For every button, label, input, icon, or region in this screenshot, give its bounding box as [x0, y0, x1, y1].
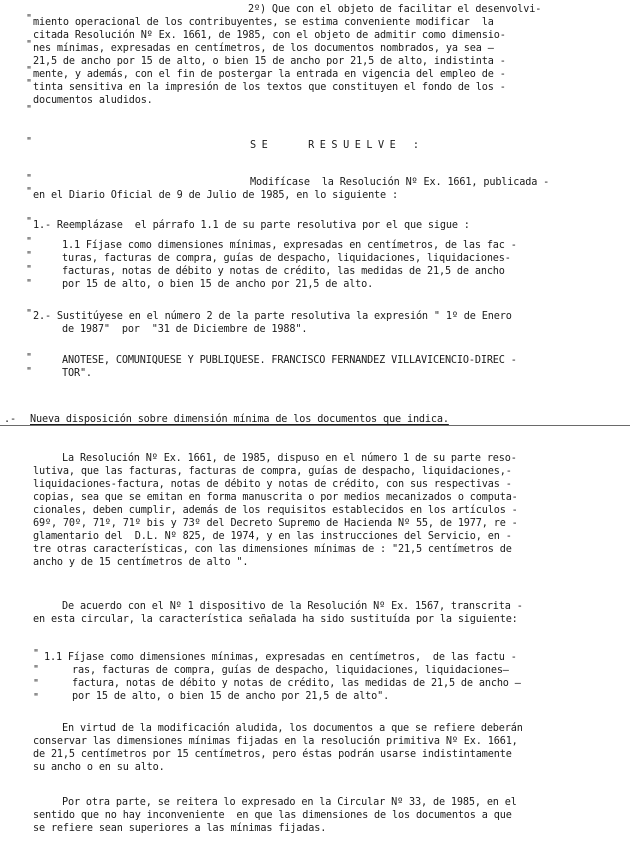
margin-quote: ": [33, 664, 40, 675]
margin-quote: ": [26, 186, 33, 197]
para-a-line-5: cionales, deben cumplir, además de los requisitos establecidos en los artículos -: [33, 505, 518, 516]
item1-heading: 1.- Reemplázase el párrafo 1.1 de su parte resolutiva por el que sigue :: [33, 220, 470, 231]
item2-line-2: de 1987" por "31 de Diciembre de 1988".: [62, 324, 308, 335]
intro-line-4: nes mínimas, expresadas en centímetros, de los documentos nombrados, ya sea —: [33, 43, 494, 54]
para-d-line-3: se refiere sean superiores a las mínimas fijadas.: [33, 823, 327, 834]
item1-body-line-3: facturas, notas de débito y notas de crédito, las medidas de 21,5 de ancho: [62, 266, 505, 277]
anotese-line-2: TOR".: [62, 368, 92, 379]
margin-quote: ": [33, 648, 40, 659]
se-resuelve-heading: SE RESUELVE :: [250, 140, 425, 151]
margin-quote: ": [26, 308, 33, 319]
intro-line-8: documentos aludidos.: [33, 95, 153, 106]
margin-quote: ": [26, 250, 33, 261]
para-d-line-1: Por otra parte, se reitera lo expresado en la Circular Nº 33, de 1985, en el: [62, 797, 517, 808]
margin-quote: ": [26, 65, 33, 76]
para-b-line-2: en esta circular, la característica señalada ha sido sustituída por la siguiente:: [33, 614, 518, 625]
para-c-line-4: su ancho o en su alto.: [33, 762, 165, 773]
margin-quote: ": [26, 173, 33, 184]
anotese-line-1: ANOTESE, COMUNIQUESE Y PUBLIQUESE. FRANCISCO FERNANDEZ VILLAVICENCIO-DIREC -: [62, 355, 517, 366]
para-c-line-1: En virtud de la modificación aludida, los documentos a que se refiere deberán: [62, 723, 523, 734]
para-d-line-2: sentido que no hay inconveniente en que las dimensiones de los documentos a que: [33, 810, 512, 821]
margin-quote: ": [26, 278, 33, 289]
modificase-line-1: Modifícase la Resolución Nº Ex. 1661, publicada -: [250, 177, 550, 188]
para-a-line-1: La Resolución Nº Ex. 1661, de 1985, dispuso en el número 1 de su parte reso-: [62, 453, 517, 464]
quote-block-line-2: ras, facturas de compra, guías de despacho, liquidaciones, liquidaciones—: [72, 665, 509, 676]
quote-block-line-4: por 15 de alto, o bien 15 de ancho por 21,5 de alto".: [72, 691, 390, 702]
intro-line-3: citada Resolución Nº Ex. 1661, de 1985, con el objeto de admitir como dimensio-: [33, 30, 506, 41]
para-a-line-9: ancho y de 15 centímetros de alto ".: [33, 557, 249, 568]
margin-quote: ": [33, 678, 40, 689]
item2-line-1: 2.- Sustitúyese en el número 2 de la parte resolutiva la expresión " 1º de Enero: [33, 311, 512, 322]
para-a-line-4: copias, sea que se emitan en forma manuscrita o por medios mecanizados o computa-: [33, 492, 518, 503]
margin-quote: ": [26, 264, 33, 275]
item1-body-line-2: turas, facturas de compra, guías de despacho, liquidaciones, liquidaciones-: [62, 253, 511, 264]
para-a-line-3: liquidaciones-factura, notas de débito y notas de crédito, con sus respectivas -: [33, 479, 512, 490]
section-bullet: .-: [4, 414, 16, 425]
para-b-line-1: De acuerdo con el Nº 1 dispositivo de la Resolución Nº Ex. 1567, transcrita -: [62, 601, 523, 612]
para-c-line-3: de 21,5 centímetros por 15 centímetros, pero éstas podrán usarse indistintamente: [33, 749, 512, 760]
margin-quote: ": [26, 136, 33, 147]
margin-quote: ": [33, 692, 40, 703]
margin-quote: ": [26, 39, 33, 50]
item1-body-line-1: 1.1 Fíjase como dimensiones mínimas, expresadas en centímetros, de las fac -: [62, 240, 517, 251]
margin-quote: ": [26, 352, 33, 363]
margin-quote: ": [26, 236, 33, 247]
item1-body-line-4: por 15 de alto, o bien 15 de ancho por 21,5 de alto.: [62, 279, 374, 290]
section-title: Nueva disposición sobre dimensión mínima de los documentos que indica.: [30, 414, 449, 425]
intro-line-7: tinta sensitiva en la impresión de los textos que constituyen el fondo de los -: [33, 82, 506, 93]
margin-quote: ": [26, 366, 33, 377]
para-c-line-2: conservar las dimensiones mínimas fijadas en la resolución primitiva Nº Ex. 1661,: [33, 736, 518, 747]
quote-block-line-1: 1.1 Fíjase como dimensiones mínimas, expresadas en centímetros, de las factu -: [44, 652, 517, 663]
para-a-line-6: 69º, 70º, 71º, 71º bis y 73º del Decreto Supremo de Hacienda Nº 55, de 1977, re -: [33, 518, 518, 529]
margin-quote: ": [26, 104, 33, 115]
modificase-line-2: en el Diario Oficial de 9 de Julio de 1985, en lo siguiente :: [33, 190, 398, 201]
para-a-line-7: glamentario del D.L. Nº 825, de 1974, y en las instrucciones del Servicio, en -: [33, 531, 512, 542]
intro-line-1: 2º) Que con el objeto de facilitar el desenvolvi-: [248, 4, 542, 15]
margin-quote: ": [26, 216, 33, 227]
intro-line-2: miento operacional de los contribuyentes, se estima conveniente modificar la: [33, 17, 494, 28]
para-a-line-2: lutiva, que las facturas, facturas de compra, guías de despacho, liquidaciones,-: [33, 466, 512, 477]
intro-line-5: 21,5 de ancho por 15 de alto, o bien 15 de ancho por 21,5 de alto, indistinta -: [33, 56, 506, 67]
intro-line-6: mente, y además, con el fin de postergar la entrada en vigencia del empleo de -: [33, 69, 506, 80]
margin-quote: ": [26, 13, 33, 24]
quote-block-line-3: factura, notas de débito y notas de crédito, las medidas de 21,5 de ancho —: [72, 678, 521, 689]
para-a-line-8: tre otras características, con las dimensiones mínimas de : "21,5 centímetros de: [33, 544, 512, 555]
margin-quote: ": [26, 78, 33, 89]
